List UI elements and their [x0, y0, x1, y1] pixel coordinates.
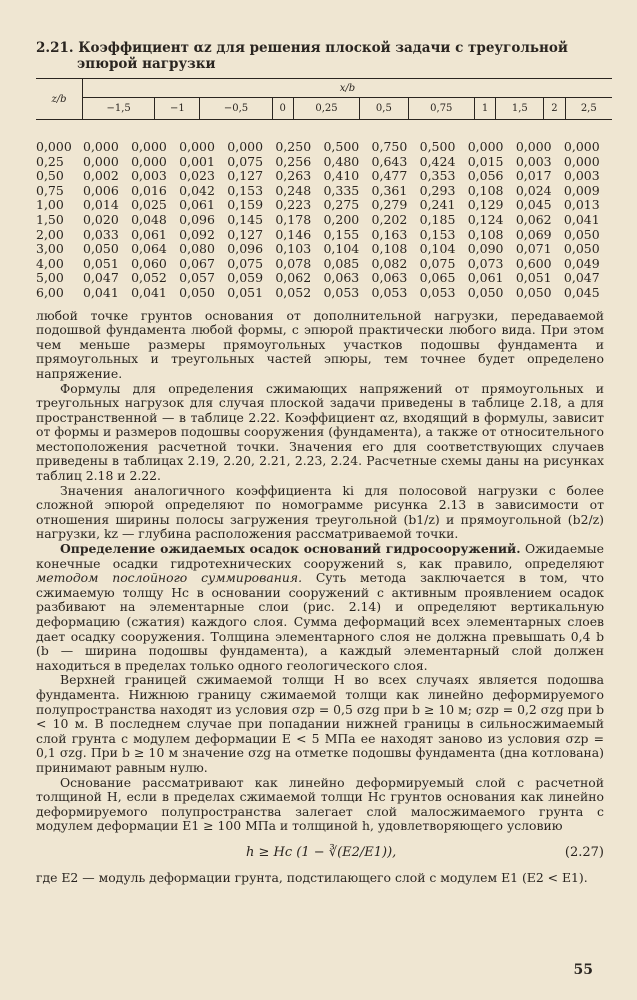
table-cell: 0,600 — [515, 255, 552, 271]
table-cell: 0,096 — [227, 241, 264, 257]
table-cell: 0,051 — [515, 270, 552, 286]
row-header-label: z/b — [36, 79, 83, 120]
column-header: 1,5 — [496, 98, 544, 120]
table-cell: 0,124 — [467, 211, 504, 227]
paragraph — [36, 542, 604, 673]
table-cell: 0,103 — [275, 241, 312, 257]
table-row — [36, 184, 612, 199]
paragraph: Основание рассматривают как линейно деформируемый слой с расчетной толщиной H, если в пределах сжимаемой толщи Hc грунтов основания как линейно деформируемого полупространства залегает слой малосжимаемого грунта с модулем деформации E1 ≥ 100 МПа и толщиной h, удовлетворяющего условию — [36, 774, 604, 834]
table-row — [36, 198, 612, 213]
table-cell: 0,477 — [371, 168, 408, 184]
table-cell: 0,060 — [131, 255, 167, 271]
table-cell: 0,062 — [275, 270, 312, 286]
table-cell: 0,145 — [227, 211, 264, 227]
table-row — [36, 155, 612, 170]
table-cell: 0,250 — [275, 139, 312, 154]
table-cell: 0,053 — [371, 284, 408, 300]
table-cell: 0,025 — [131, 197, 167, 213]
table-cell: 0,050 — [83, 241, 119, 257]
table-cell: 0,000 — [227, 139, 264, 154]
table-cell: 0,020 — [83, 211, 119, 227]
column-header: 0,75 — [408, 98, 475, 120]
table-cell: 0,057 — [179, 270, 215, 286]
table-cell: 0,410 — [323, 168, 360, 184]
table-cell: 0,500 — [419, 139, 456, 154]
table-cell: 0,159 — [227, 197, 264, 213]
table-cell: 0,241 — [419, 197, 456, 213]
table-cell: 0,006 — [83, 182, 119, 198]
table-cell: 0,080 — [179, 241, 215, 257]
paragraph-text: Ожидаемые конечные осадки гидротехнических сооружений s, как правило, определяют — [36, 541, 604, 571]
row-label: 4,00 — [36, 255, 64, 271]
table-cell: 0,059 — [227, 270, 264, 286]
caption-line-2: эпюрой нагрузки — [77, 56, 216, 72]
table-cell: 0,108 — [467, 182, 504, 198]
table-cell: 0,050 — [563, 226, 600, 242]
table-cell: 0,643 — [371, 153, 408, 169]
caption-line-1: 2.21. Коэффициент αz для решения плоской задачи с треугольной — [36, 40, 568, 56]
row-label: 0,50 — [36, 168, 64, 184]
table-cell: 0,001 — [179, 153, 215, 169]
table-row — [36, 286, 612, 301]
table-cell: 0,500 — [323, 139, 360, 154]
column-header: 2,5 — [565, 98, 612, 120]
table-cell: 0,051 — [227, 284, 264, 300]
table-cell: 0,003 — [515, 153, 552, 169]
table-cell: 0,092 — [179, 226, 215, 242]
table-cell: 0,061 — [467, 270, 504, 286]
table-cell: 0,200 — [323, 211, 360, 227]
table-cell: 0,062 — [515, 211, 552, 227]
table-cell: 0,064 — [131, 241, 167, 257]
table-cell: 0,051 — [83, 255, 119, 271]
table-cell: 0,014 — [83, 197, 119, 213]
table-cell: 0,248 — [275, 182, 312, 198]
table-cell: 0,003 — [131, 168, 167, 184]
table-cell: 0,361 — [371, 182, 408, 198]
row-label: 1,00 — [36, 197, 64, 213]
table-row — [36, 228, 612, 243]
table-cell: 0,047 — [563, 270, 600, 286]
table-cell: 0,069 — [515, 226, 552, 242]
table-row — [36, 257, 612, 272]
table-cell: 0,127 — [227, 168, 264, 184]
table-cell: 0,000 — [563, 153, 600, 169]
formula-number: (2.27) — [564, 844, 604, 860]
table-cell: 0,185 — [419, 211, 456, 227]
table-cell: 0,053 — [419, 284, 456, 300]
table-cell: 0,071 — [515, 241, 552, 257]
table-row — [36, 140, 612, 155]
table-cell: 0,042 — [179, 182, 215, 198]
paragraph: Формулы для определения сжимающих напряжений от прямоугольных и треугольных нагрузок для случая плоской задачи приведены в таблице 2.18, а для пространственной — в таблице 2.22. Коэффициент αz, входящий в формулы, зависит от формы и размеров подошвы сооружения (фундамента), а также от относительного местоположения расчетной точки. Значения его для соответствующих случаев приведены в таблицах 2.19, 2.20, 2.21, 2.23, 2.24. Расчетные схемы даны на рисунках таблиц 2.18 и 2.22. — [36, 380, 604, 484]
table-cell: 0,000 — [515, 139, 552, 154]
table-cell: 0,063 — [371, 270, 408, 286]
table-cell: 0,045 — [515, 197, 552, 213]
table-cell: 0,075 — [227, 153, 264, 169]
paragraph: Верхней границей сжимаемой толщи H во всех случаях является подошва фундамента. Нижнюю границу сжимаемой толщи как линейно деформируемого полупространства находят из условия σzp = 0,5 σzg при b ≥ 10 м; σzp = 0,2 σzg при b < 10 м. В последнем случае при попадании нижней границы в сильносжимаемый слой грунта с модулем деформации E < 5 МПа ее находят заново из условия σzp = 0,1 σzg. При b ≥ 10 м значение σzg на отметке подошвы фундамента (дна котлована) принимают равным нулю. — [36, 672, 604, 775]
table-cell: 0,052 — [275, 284, 312, 300]
row-label: 6,00 — [36, 284, 64, 300]
table-cell: 0,041 — [83, 284, 119, 300]
section-heading: Определение ожидаемых осадок оснований гидросооружений. — [60, 541, 521, 557]
table-cell: 0,275 — [323, 197, 360, 213]
row-label: 0,25 — [36, 153, 64, 169]
table-row — [36, 169, 612, 184]
table-cell: 0,041 — [131, 284, 167, 300]
table-row — [36, 271, 612, 286]
table-cell: 0,096 — [179, 211, 215, 227]
table-cell: 0,078 — [275, 255, 312, 271]
table-cell: 0,424 — [419, 153, 456, 169]
table-cell: 0,108 — [467, 226, 504, 242]
page-number: 55 — [573, 962, 593, 978]
table-cell: 0,082 — [371, 255, 408, 271]
row-label: 5,00 — [36, 270, 64, 286]
table-cell: 0,061 — [131, 226, 167, 242]
table-header — [36, 78, 612, 120]
table-cell: 0,061 — [179, 197, 215, 213]
table-cell: 0,049 — [563, 255, 600, 271]
table-cell: 0,129 — [467, 197, 504, 213]
formula-expression: h ≥ Hc (1 − ∛(E2/E1)), — [246, 844, 397, 860]
table-cell: 0,017 — [515, 168, 552, 184]
table-cell: 0,263 — [275, 168, 312, 184]
table-row — [36, 213, 612, 228]
table-cell: 0,090 — [467, 241, 504, 257]
column-header: 0,25 — [293, 98, 360, 120]
table-cell: 0,003 — [563, 168, 600, 184]
table-cell: 0,045 — [563, 284, 600, 300]
row-label: 2,00 — [36, 226, 64, 242]
table-cell: 0,146 — [275, 226, 312, 242]
formula — [36, 846, 604, 861]
paragraph-text: Суть метода заключается в том, что сжимаемую толщу Hc в основании сооружений с активным проявлением осадок разбивают на элементарные слои (рис. 2.14) и определяют вертикальную деформацию (сжатия) каждого слоя. Сумма деформаций всех элементарных слоев дает осадку сооружения. Толщина элементарного слоя не должна превышать 0,4 b (b — ширина подошвы фундамента), а каждый элементарный слой должен находиться в пределах только одного геологического слоя. — [36, 570, 605, 673]
table-cell: 0,163 — [371, 226, 408, 242]
table-cell: 0,223 — [275, 197, 312, 213]
table-cell: 0,000 — [179, 139, 215, 154]
table-cell: 0,000 — [563, 139, 600, 154]
table-cell: 0,009 — [563, 182, 600, 198]
table-cell: 0,041 — [563, 211, 600, 227]
table-cell: 0,335 — [323, 182, 360, 198]
row-label: 1,50 — [36, 211, 64, 227]
table-cell: 0,050 — [563, 241, 600, 257]
table-cell: 0,000 — [83, 153, 119, 169]
column-header: 0 — [272, 98, 293, 120]
table-cell: 0,108 — [371, 241, 408, 257]
paragraph: любой точке грунтов основания от дополнительной нагрузки, передаваемой подошвой фундамента любой формы, с эпюрой практически любого вида. При этом чем меньше размеры прямоугольных участков подошвы фундамента и прямоугольных и треугольных частей эпюры, тем точнее будет определено напряжение. — [36, 307, 604, 381]
table-cell: 0,000 — [467, 139, 504, 154]
table-body — [36, 140, 612, 301]
table-cell: 0,293 — [419, 182, 456, 198]
table-cell: 0,256 — [275, 153, 312, 169]
table-cell: 0,047 — [83, 270, 119, 286]
column-header: −0,5 — [200, 98, 272, 120]
table-cell: 0,050 — [179, 284, 215, 300]
column-header: −1,5 — [83, 98, 155, 120]
paragraph: Значения аналогичного коэффициента ki для полосовой нагрузки с более сложной эпюрой определяют по номограмме рисунка 2.13 в зависимости от отношения ширины полосы загружения треугольной (b1/z) и прямоугольной (b2/z) нагрузки, kz — глубина расположения рассматриваемой точки. — [36, 482, 604, 542]
table-cell: 0,104 — [419, 241, 456, 257]
table-cell: 0,127 — [227, 226, 264, 242]
table-cell: 0,048 — [131, 211, 167, 227]
table-cell: 0,056 — [467, 168, 504, 184]
table-cell: 0,050 — [467, 284, 504, 300]
method-name: методом послойного суммирования. — [36, 570, 303, 586]
table-cell: 0,024 — [515, 182, 552, 198]
table-cell: 0,153 — [419, 226, 456, 242]
table-cell: 0,178 — [275, 211, 312, 227]
table-cell: 0,000 — [131, 153, 167, 169]
table-cell: 0,075 — [419, 255, 456, 271]
row-label: 0,000 — [36, 139, 72, 154]
table-cell: 0,202 — [371, 211, 408, 227]
table-cell: 0,015 — [467, 153, 504, 169]
table-row — [36, 242, 612, 257]
table-cell: 0,016 — [131, 182, 167, 198]
table-caption — [36, 40, 609, 72]
table-cell: 0,063 — [323, 270, 360, 286]
body-text — [36, 309, 604, 886]
table-cell: 0,000 — [131, 139, 167, 154]
table-cell: 0,002 — [83, 168, 119, 184]
row-label: 0,75 — [36, 182, 64, 198]
table-cell: 0,050 — [515, 284, 552, 300]
table-cell: 0,073 — [467, 255, 504, 271]
table-cell: 0,085 — [323, 255, 360, 271]
table-cell: 0,480 — [323, 153, 360, 169]
table-cell: 0,023 — [179, 168, 215, 184]
row-label: 3,00 — [36, 241, 64, 257]
column-header: 2 — [544, 98, 565, 120]
column-header: 0,5 — [360, 98, 408, 120]
table-cell: 0,075 — [227, 255, 264, 271]
paragraph: где E2 — модуль деформации грунта, подстилающего слой с модулем E1 (E2 < E1). — [36, 869, 588, 885]
table-cell: 0,067 — [179, 255, 215, 271]
table-cell: 0,153 — [227, 182, 264, 198]
column-group-label: x/b — [83, 79, 613, 98]
table-cell: 0,065 — [419, 270, 456, 286]
column-header: −1 — [155, 98, 200, 120]
table-cell: 0,104 — [323, 241, 360, 257]
column-header: 1 — [475, 98, 496, 120]
table-cell: 0,279 — [371, 197, 408, 213]
table-cell: 0,353 — [419, 168, 456, 184]
table-cell: 0,000 — [83, 139, 119, 154]
table-cell: 0,033 — [83, 226, 119, 242]
table-cell: 0,013 — [563, 197, 600, 213]
table-cell: 0,750 — [371, 139, 408, 154]
table-cell: 0,052 — [131, 270, 167, 286]
table-cell: 0,053 — [323, 284, 360, 300]
table-cell: 0,155 — [323, 226, 360, 242]
